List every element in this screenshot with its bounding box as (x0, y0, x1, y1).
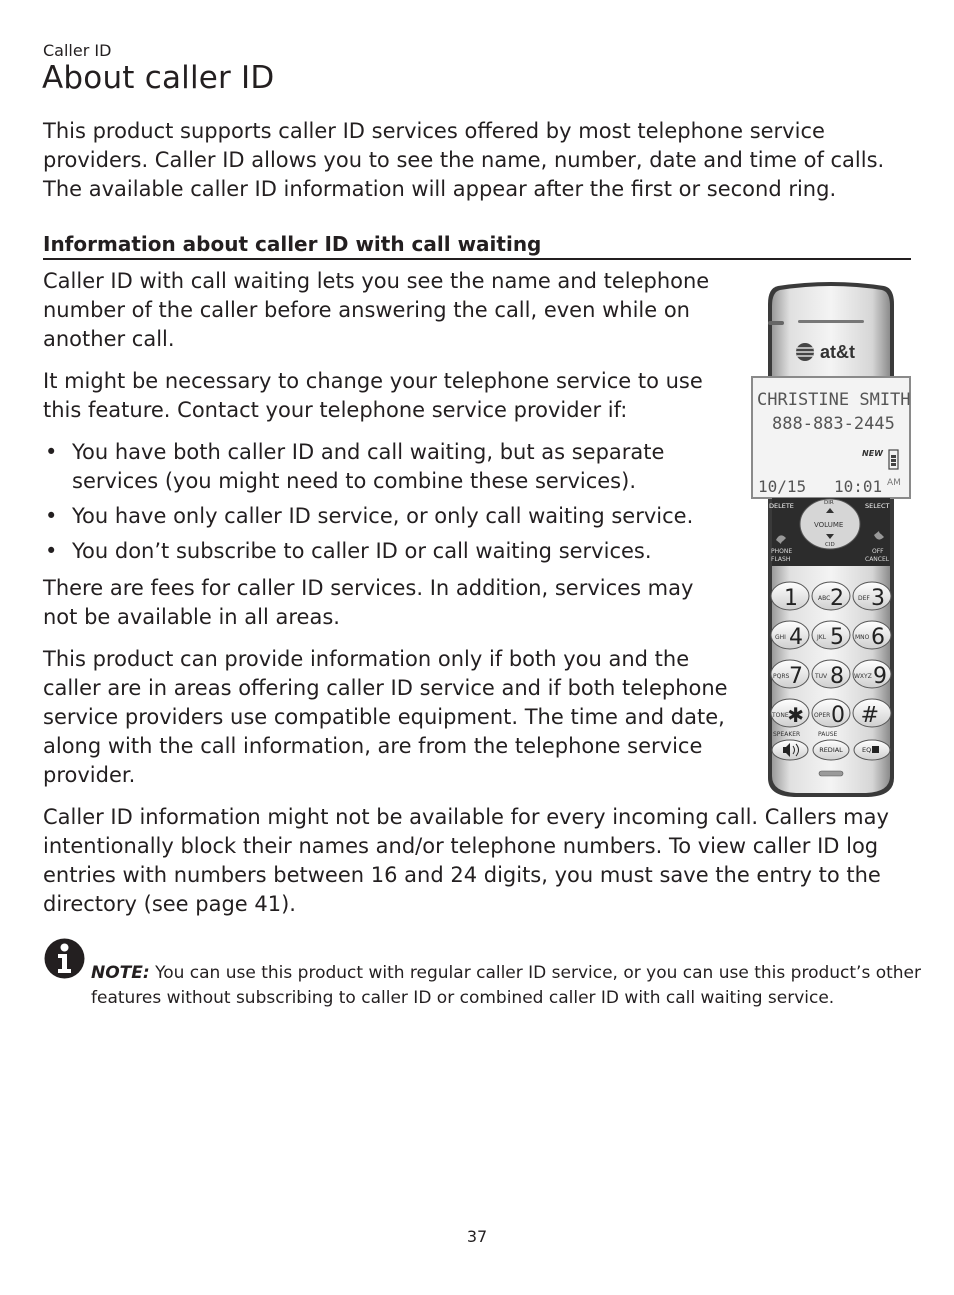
indicator-light (768, 321, 784, 325)
paragraph-call-waiting: Caller ID with call waiting lets you see the name and telephone number of the caller before answering the call, even while on another call. (43, 269, 710, 351)
condition-list (43, 438, 743, 572)
svg-text:PQRS: PQRS (773, 673, 790, 680)
svg-text:1: 1 (784, 586, 798, 611)
flash-label: FLASH (771, 556, 791, 563)
svg-text:ABC: ABC (818, 595, 831, 602)
subsection-heading: Information about caller ID with call waiting (43, 232, 911, 260)
caller-number: 888-883-2445 (772, 414, 895, 434)
cordless-handset-illustration (748, 280, 914, 800)
select-label: SELECT (865, 502, 890, 510)
call-time: 10:01 (834, 477, 883, 496)
svg-text:✱: ✱ (787, 703, 804, 727)
note-text: NOTE: You can use this product with regular caller ID service, or you can use this product’s other features without subscribing to caller ID or combined caller ID with call waiting service. (91, 963, 921, 1008)
svg-text:REDIAL: REDIAL (819, 746, 843, 754)
speaker-label: SPEAKER (773, 731, 801, 738)
section-label: Caller ID (43, 41, 112, 60)
off-label: OFF (872, 548, 884, 555)
svg-text:OPER: OPER (814, 712, 831, 719)
info-icon (43, 937, 86, 980)
key-star[interactable] (771, 699, 809, 727)
pause-label: PAUSE (818, 731, 838, 738)
delete-label: DELETE (769, 502, 794, 510)
svg-text:TUV: TUV (815, 673, 828, 680)
am-pm: AM (887, 478, 901, 488)
redial-button[interactable] (813, 740, 849, 760)
svg-text:MNO: MNO (855, 634, 870, 641)
svg-text:7: 7 (789, 664, 803, 689)
paragraph-change-service: It might be necessary to change your telephone service to use this feature. Contact your telephone service provider if: (43, 369, 703, 422)
svg-text:TONE: TONE (772, 712, 789, 719)
paragraph-availability: Caller ID information might not be available for every incoming call. Callers may intentionally block their names and/or telephone numbers. To view caller ID log entries with numbers between 16 and 24 digits, you must save the entry to the directory (see page 41). (43, 805, 889, 916)
down-label: CID (825, 542, 835, 548)
svg-text:GHI: GHI (775, 634, 786, 641)
speaker-button[interactable] (772, 740, 808, 760)
paragraph-compatibility: This product can provide information only if both you and the caller are in areas offering caller ID service and if both telephone service providers use compatible equipment. The time and date, along with the call information, are from the telephone service provider. (43, 647, 728, 787)
svg-text:2: 2 (830, 586, 844, 611)
svg-text:#: # (860, 703, 879, 728)
volume-label: VOLUME (814, 521, 844, 529)
list-item: • You don’t subscribe to caller ID or call waiting services. (45, 539, 652, 563)
phone-label: PHONE (771, 548, 793, 555)
paragraph-fees: There are fees for caller ID services. In addition, services may not be available in all areas. (43, 576, 694, 629)
eq-icon (872, 746, 879, 753)
list-item: • You have only caller ID service, or only call waiting service. (45, 504, 694, 528)
earpiece-slot (798, 320, 864, 323)
call-date: 10/15 (758, 477, 807, 496)
list-item: • You have both caller ID and call waiting, but as separate services (you might need to combine these services). (45, 440, 665, 493)
svg-text:3: 3 (871, 586, 885, 611)
brand-logo: at&t (820, 342, 855, 362)
caller-name: CHRISTINE SMITH (757, 390, 911, 410)
microphone-slot (819, 771, 843, 776)
up-label: DIR (824, 500, 834, 506)
svg-text:8: 8 (830, 664, 844, 689)
intro-paragraph: This product supports caller ID services offered by most telephone service providers. Caller ID allows you to see the name, number, date and time of calls. The available caller ID information will appear after the first or second ring. (43, 119, 885, 201)
svg-text:DEF: DEF (858, 595, 870, 602)
eq-button[interactable] (854, 740, 890, 760)
note-label: NOTE: (91, 963, 150, 983)
svg-text:5: 5 (830, 625, 844, 650)
svg-text:9: 9 (873, 664, 887, 689)
svg-text:JKL: JKL (817, 634, 827, 641)
page-number: 37 (466, 1227, 488, 1246)
svg-text:6: 6 (871, 625, 885, 650)
new-indicator: NEW (862, 449, 883, 458)
cancel-label: CANCEL (865, 556, 890, 563)
svg-text:0: 0 (831, 703, 845, 728)
page-title: About caller ID (42, 60, 275, 96)
svg-text:WXYZ: WXYZ (854, 673, 872, 680)
svg-text:4: 4 (789, 625, 803, 650)
svg-text:EQ: EQ (862, 746, 872, 754)
